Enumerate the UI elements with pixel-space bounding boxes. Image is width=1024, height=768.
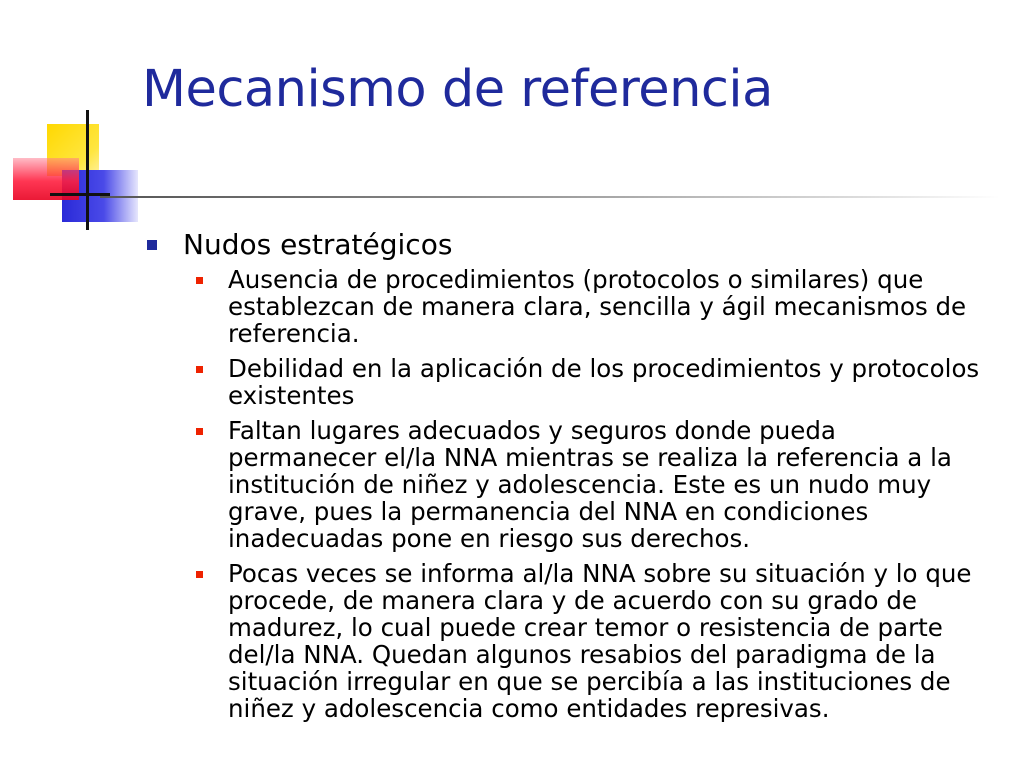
sub-bullet-list <box>145 266 1005 722</box>
list-item <box>145 417 1005 552</box>
decorative-logo-icon <box>0 0 150 240</box>
square-bullet-icon <box>196 571 203 578</box>
heading-text: Nudos estratégicos <box>183 228 453 261</box>
list-item <box>145 355 1005 409</box>
square-bullet-icon <box>196 366 203 373</box>
list-item-text: Pocas veces se informa al/la NNA sobre su situación y lo que procede, de manera clara y de acuerdo con su grado de madurez, lo cual puede crear temor o resistencia de parte del/la NNA. Quedan algunos resabios del paradigma de la situación irregular en que se percibía a las instituciones de niñez y adolescencia como entidades represivas. <box>228 559 972 723</box>
list-item-text: Ausencia de procedimientos (protocolos o similares) que establezcan de manera clara, sencilla y ágil mecanismos de referencia. <box>228 265 967 348</box>
list-item <box>145 560 1005 722</box>
square-bullet-icon <box>196 428 203 435</box>
list-item-text: Faltan lugares adecuados y seguros donde pueda permanecer el/la NNA mientras se realiza la referencia a la institución de niñez y adolescencia. Este es un nudo muy grave, pues la permanencia del NNA en condiciones inadecuadas pone en riesgo sus derechos. <box>228 416 952 553</box>
vertical-line-shape <box>86 110 89 230</box>
title-divider <box>100 196 1000 198</box>
square-bullet-icon <box>196 277 203 284</box>
list-item <box>145 266 1005 347</box>
square-bullet-icon <box>147 240 157 250</box>
slide-content <box>145 228 1005 730</box>
slide-title: Mecanismo de referencia <box>142 60 773 119</box>
bullet-level1 <box>145 228 1005 262</box>
list-item-text: Debilidad en la aplicación de los procedimientos y protocolos existentes <box>228 354 980 410</box>
